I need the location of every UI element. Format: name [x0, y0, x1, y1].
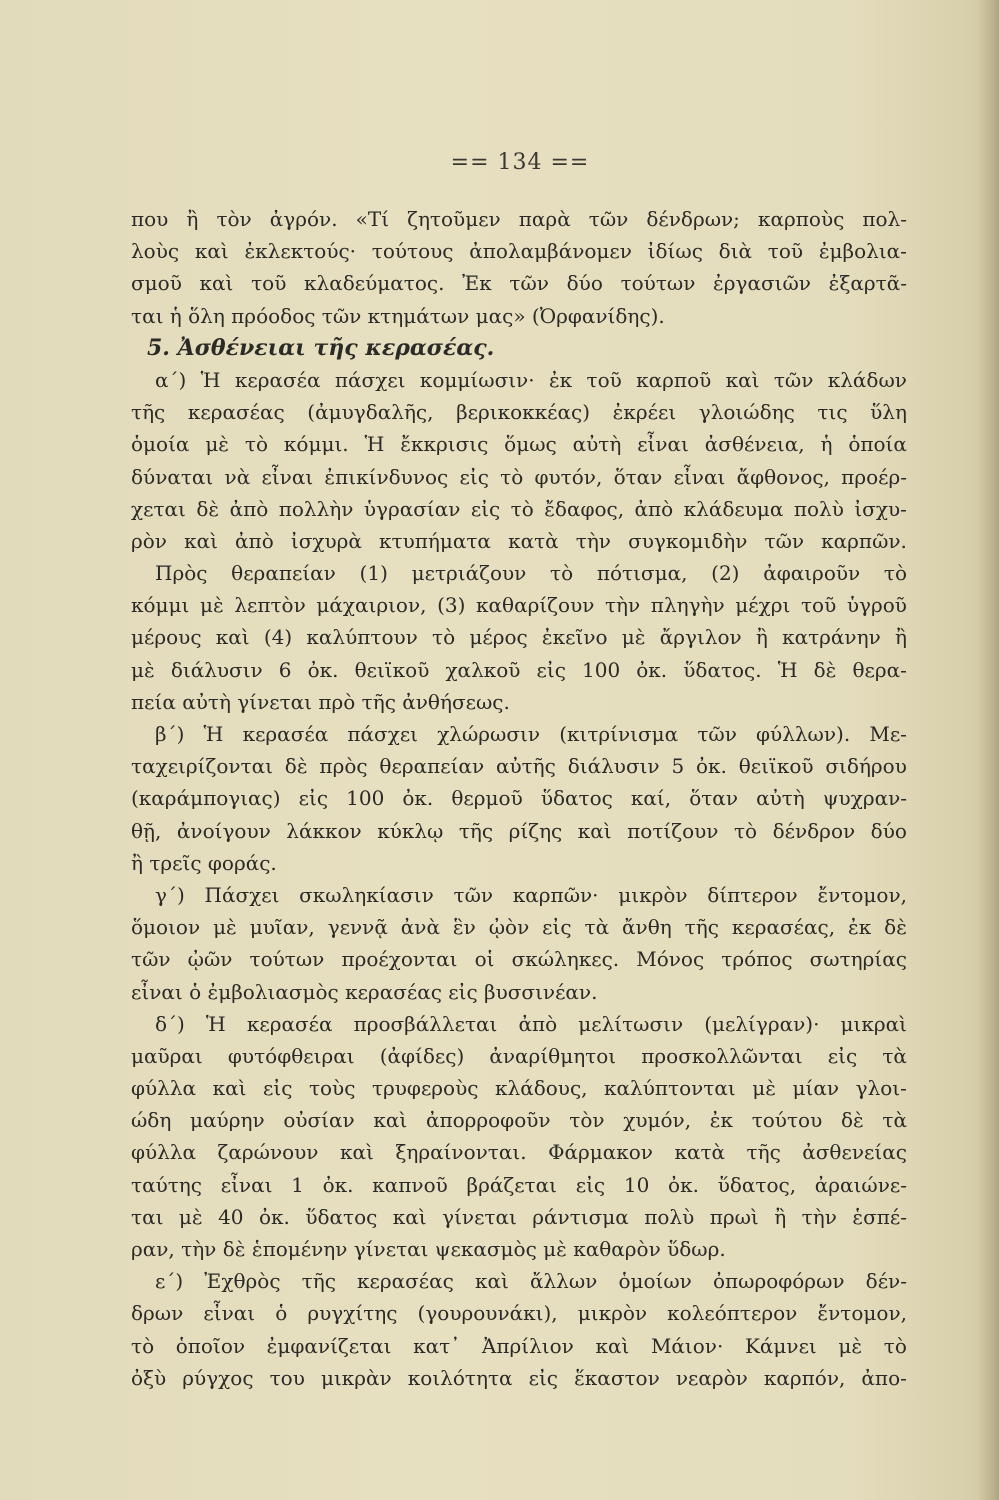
text-line: χεται δὲ ἀπὸ πολλὴν ὑγρασίαν εἰς τὸ ἔδαφος, ἀπὸ κλάδευμα πολὺ ἰσχυ- — [131, 496, 907, 521]
text-line: σμοῦ καὶ τοῦ κλαδεύματος. Ἐκ τῶν δύο τούτων ἐργασιῶν ἐξαρτᾶ- — [131, 271, 907, 296]
text-line: εἶναι ὁ ἐμβολιασμὸς κερασέας εἰς βυσσινέαν. — [131, 979, 598, 1004]
text-line: λοὺς καὶ ἐκλεκτούς· τούτους ἀπολαμβάνομεν ἰδίως διὰ τοῦ ἐμβολια- — [131, 239, 907, 264]
text-line: ὀξὺ ρύγχος του μικρὰν κοιλότητα εἰς ἕκαστον νεαρὸν καρπόν, ἀπο- — [131, 1365, 907, 1390]
text-line: Πρὸς θεραπείαν (1) μετριάζουν τὸ πότισμα, (2) ἀφαιροῦν τὸ — [155, 561, 907, 586]
text-line: μέρους καὶ (4) καλύπτουν τὸ μέρος ἐκεῖνο μὲ ἄργιλον ἢ κατράνην ἢ — [131, 625, 907, 650]
text-line: δύναται νὰ εἶναι ἐπικίνδυνος εἰς τὸ φυτόν, ὅταν εἶναι ἄφθονος, προέρ- — [131, 464, 907, 489]
text-line: πεία αὐτὴ γίνεται πρὸ τῆς ἀνθήσεως. — [131, 689, 510, 714]
text-line: ται μὲ 40 ὀκ. ὕδατος καὶ γίνεται ράντισμα πολὺ πρωὶ ἢ τὴν ἑσπέ- — [131, 1204, 907, 1229]
text-line: ε΄) Ἐχθρὸς τῆς κερασέας καὶ ἄλλων ὁμοίων ὀπωροφόρων δέν- — [155, 1269, 907, 1294]
text-line: ραν, τὴν δὲ ἑπομένην γίνεται ψεκασμὸς μὲ καθαρὸν ὕδωρ. — [131, 1237, 726, 1261]
text-line: γ΄) Πάσχει σκωληκίασιν τῶν καρπῶν· μικρὸν δίπτερον ἔντομον, — [155, 882, 907, 907]
text-line: ἢ τρεῖς φοράς. — [131, 850, 277, 875]
text-line: που ἢ τὸν ἀγρόν. «Τί ζητοῦμεν παρὰ τῶν δένδρων; καρποὺς πολ- — [131, 207, 907, 231]
text-line: δρων εἶναι ὁ ρυγχίτης (γουρουνάκι), μικρὸν κολεόπτερον ἔντομον, — [131, 1301, 907, 1326]
text-line: τῶν ᾠῶν τούτων προέχονται οἱ σκώληκες. Μόνος τρόπος σωτηρίας — [131, 947, 907, 972]
text-line: φύλλα καὶ εἰς τοὺς τρυφεροὺς κλάδους, καλύπτονται μὲ μίαν γλοι- — [131, 1076, 907, 1101]
text-line: ταχειρίζονται δὲ πρὸς θεραπείαν αὐτῆς διάλυσιν 5 ὀκ. θειϊκοῦ σιδήρου — [131, 754, 907, 779]
text-line: δ΄) Ἡ κερασέα προσβάλλεται ἀπὸ μελίτωσιν (μελίγραν)· μικραὶ — [155, 1011, 907, 1036]
text-line: τὸ ὁποῖον ἐμφανίζεται κατ᾽ Ἀπρίλιον καὶ Μάιον· Κάμνει μὲ τὸ — [131, 1333, 907, 1358]
text-line: ταύτης εἶναι 1 ὀκ. καπνοῦ βράζεται εἰς 10 ὀκ. ὕδατος, ἀραιώνε- — [131, 1172, 907, 1197]
text-line: β΄) Ἡ κερασέα πάσχει χλώρωσιν (κιτρίνισμα τῶν φύλλων). Με- — [155, 722, 907, 746]
text-line: α΄) Ἡ κερασέα πάσχει κομμίωσιν· ἐκ τοῦ καρποῦ καὶ τῶν κλάδων — [155, 367, 907, 392]
body-text — [131, 203, 907, 1394]
text-line: ώδη μαύρην οὐσίαν καὶ ἀπορροφοῦν τὸν χυμόν, ἐκ τούτου δὲ τὰ — [131, 1108, 907, 1133]
text-line: (καράμπογιας) εἰς 100 ὀκ. θερμοῦ ὕδατος καί, ὅταν αὐτὴ ψυχραν- — [131, 786, 907, 811]
text-line: ὁμοία μὲ τὸ κόμμι. Ἡ ἔκκρισις ὅμως αὐτὴ εἶναι ἀσθένεια, ἡ ὁποία — [131, 432, 907, 457]
text-line: κόμμι μὲ λεπτὸν μάχαιριον, (3) καθαρίζουν τὴν πληγὴν μέχρι τοῦ ὑγροῦ — [131, 593, 907, 618]
text-line: τῆς κερασέας (ἀμυγδαλῆς, βερικοκκέας) ἐκρέει γλοιώδης τις ὕλη — [131, 400, 907, 425]
page-number: == 134 == — [450, 150, 590, 175]
text-line: ὅμοιον μὲ μυῖαν, γεννᾷ ἀνὰ ἓν ᾠὸν εἰς τὰ ἄνθη τῆς κερασέας, ἐκ δὲ — [131, 915, 907, 940]
text-line: μαῦραι φυτόφθειραι (ἀφίδες) ἀναρίθμητοι προσκολλῶνται εἰς τὰ — [131, 1043, 907, 1068]
text-line: ται ἡ ὅλη πρόοδος τῶν κτημάτων μας» (Ὀρφανίδης). — [131, 303, 665, 328]
page-edge-shadow — [977, 0, 999, 1500]
text-line: θῇ, ἀνοίγουν λάκκον κύκλῳ τῆς ρίζης καὶ ποτίζουν τὸ δένδρον δύο — [131, 818, 907, 843]
text-line: μὲ διάλυσιν 6 ὀκ. θειϊκοῦ χαλκοῦ εἰς 100 ὀκ. ὕδατος. Ἡ δὲ θερα- — [131, 657, 907, 682]
text-line: ρὸν καὶ ἀπὸ ἰσχυρὰ κτυπήματα κατὰ τὴν συγκομιδὴν τῶν καρπῶν. — [131, 528, 907, 553]
text-line: φύλλα ζαρώνουν καὶ ξηραίνονται. Φάρμακον κατὰ τῆς ἀσθενείας — [131, 1140, 907, 1165]
section-heading: 5. Ἀσθένειαι τῆς κερασέας. — [147, 334, 495, 361]
